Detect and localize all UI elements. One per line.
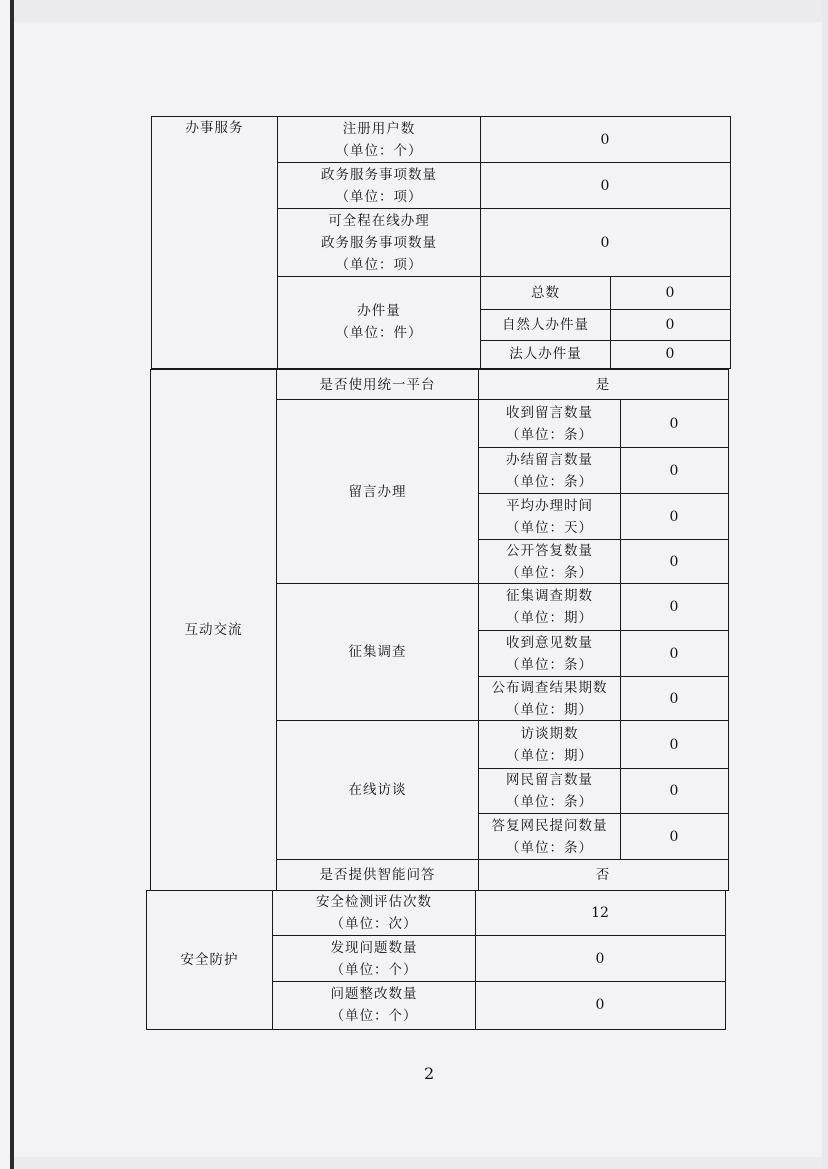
netizen-messages-label: 网民留言数量 （单位：条） (506, 772, 593, 810)
public-replies-value: 0 (669, 553, 679, 570)
unified-platform-label: 是否使用统一平台 (319, 376, 436, 393)
section-affairs-label: 办事服务 (185, 120, 244, 136)
case-natural-person-label: 自然人办件量 (502, 317, 589, 333)
messages-group-label: 留言办理 (348, 483, 407, 500)
issues-found-value: 0 (595, 950, 605, 967)
messages-received-label: 收到留言数量 （单位：条） (506, 404, 593, 443)
case-total-label: 总数 (531, 285, 560, 301)
opinions-received-label: 收到意见数量 （单位：条） (506, 634, 593, 673)
case-legal-person-label: 法人办件量 (509, 346, 582, 362)
unified-platform-value: 是 (595, 376, 611, 393)
messages-closed-value: 0 (669, 462, 679, 479)
service-items-label: 政务服务事项数量 （单位：项） (321, 166, 437, 205)
case-natural-person-value: 0 (665, 317, 675, 333)
public-replies-label: 公开答复数量 （单位：条） (506, 542, 593, 581)
avg-handling-time-value: 0 (669, 508, 679, 525)
scan-left-edge (10, 0, 14, 1169)
service-items-value: 0 (600, 177, 610, 194)
scan-top-shadow (14, 0, 822, 22)
registered-users-label: 注册用户数 （单位：个） (335, 120, 423, 159)
case-legal-person-value: 0 (665, 346, 675, 362)
online-items-label: 可全程在线办理 政务服务事项数量 （单位：项） (321, 212, 437, 273)
page-number: 2 (424, 1064, 435, 1083)
interviews-group-label: 在线访谈 (348, 782, 407, 798)
survey-results-published-value: 0 (669, 690, 679, 707)
interview-periods-value: 0 (669, 736, 679, 753)
inspections-value: 12 (591, 905, 609, 921)
online-items-value: 0 (600, 234, 610, 251)
netizen-replies-label: 答复网民提问数量 （单位：条） (491, 817, 608, 856)
interview-periods-label: 访谈期数 （单位：期） (506, 725, 593, 764)
netizen-messages-value: 0 (669, 783, 679, 799)
section-security-label: 安全防护 (180, 951, 239, 968)
netizen-replies-value: 0 (669, 828, 679, 845)
surveys-group-label: 征集调查 (348, 644, 407, 660)
avg-handling-time-label: 平均办理时间 （单位：天） (506, 497, 593, 536)
case-total-value: 0 (665, 285, 675, 301)
case-volume-label: 办件量 （单位：件） (335, 303, 423, 341)
opinions-received-value: 0 (669, 645, 679, 662)
smart-qa-value: 否 (595, 866, 611, 883)
inspections-label: 安全检测评估次数 （单位：次） (316, 894, 432, 932)
issues-fixed-value: 0 (595, 997, 605, 1013)
scan-bottom-shadow (14, 1157, 822, 1169)
messages-closed-label: 办结留言数量 （单位：条） (506, 451, 593, 490)
registered-users-value: 0 (600, 131, 610, 148)
issues-found-label: 发现问题数量 （单位：个） (330, 939, 418, 978)
scan-right-edge (822, 0, 828, 1169)
section-interaction-label: 互动交流 (184, 621, 243, 638)
survey-periods-value: 0 (669, 599, 679, 615)
smart-qa-label: 是否提供智能问答 (319, 866, 436, 883)
messages-received-value: 0 (669, 415, 679, 432)
survey-periods-label: 征集调查期数 （单位：期） (506, 588, 593, 626)
issues-fixed-label: 问题整改数量 （单位：个） (330, 986, 418, 1024)
survey-results-published-label: 公布调查结果期数 （单位：期） (491, 679, 608, 718)
